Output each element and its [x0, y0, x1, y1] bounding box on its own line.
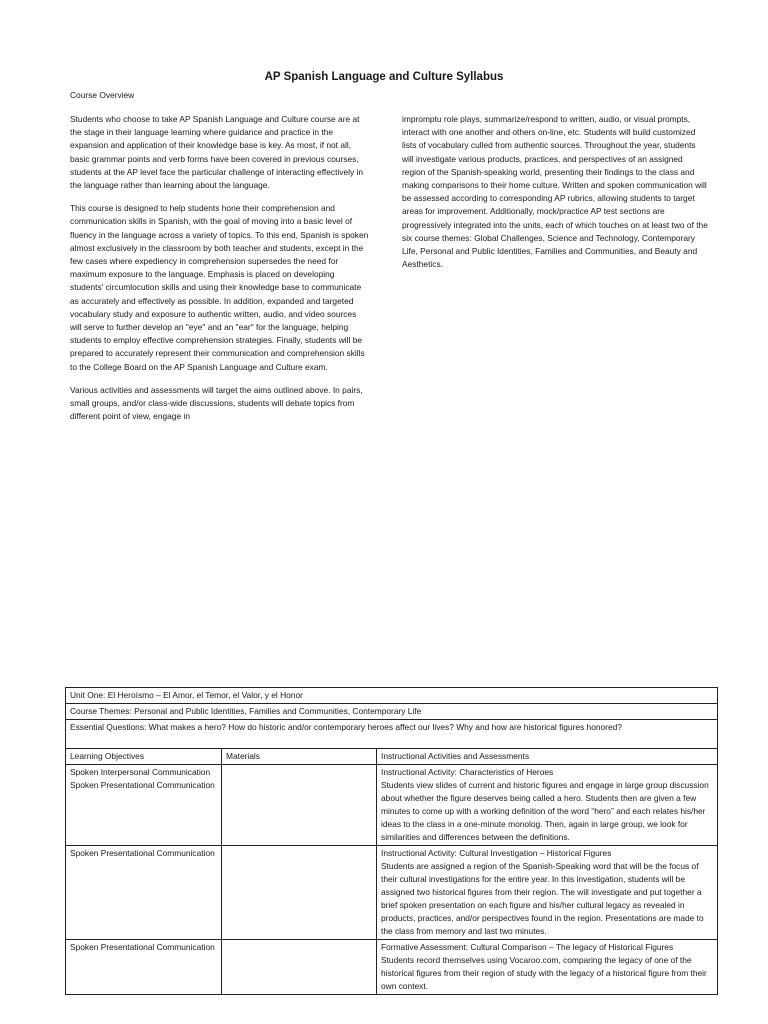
objective-item: Spoken Presentational Communication	[70, 942, 215, 952]
objective-item: Spoken Interpersonal Communication	[70, 767, 211, 777]
activity-cell	[377, 765, 718, 846]
overview-paragraph-1: Students who choose to take AP Spanish Language and Culture course are at the stage in their language learning where guidance and practice in the expansion and application of their knowledge base is key. As most, if not all, basic grammar points and verb forms have been covered in previous courses, students at the AP level face the particular challenge of interacting effectively in the language rather than learning about the language.	[70, 114, 363, 191]
table-row	[66, 846, 718, 940]
objective-item: Spoken Presentational Communication	[70, 780, 215, 790]
table-row	[66, 940, 718, 995]
table-row	[66, 765, 718, 846]
objectives-cell	[66, 846, 222, 940]
essential-questions-cell: Essential Questions: What makes a hero? How do historic and/or contemporary heroes affect our lives? Why and how are historical figures honored?	[66, 720, 718, 749]
header-materials: Materials	[222, 749, 377, 765]
unit-one-table	[65, 687, 718, 995]
activity-description: Students view slides of current and historic figures and engage in large group discussion about whether the figure deserves being called a hero. Students then are given a few minutes to come up with a working definition of the word “hero” and each relates his/her ideas to the class in a one-minute monolog. Then, again in large group, we look for similarities and differences between the definitions.	[381, 780, 709, 842]
document-title: AP Spanish Language and Culture Syllabus	[264, 71, 504, 83]
overview-paragraph-3-continued: impromptu role plays, summarize/respond to written, audio, or visual prompts, interact with one another and others on-line, etc. Students will build customized lists of vocabulary culled from authentic sources. Throughout the year, students will investigate various products, practices, and perspectives of an assigned region of the Spanish-speaking world, presenting their findings to the class and making comparisons to their home culture. Written and spoken communication will be assessed according to corresponding AP rubrics, allowing students to target areas for improvement. Additionally, mock/practice AP test sections are progressively integrated into the units, each of which touches on at least two of the six course themes: Global Challenges, Science and Technology, Contemporary Life, Personal and Public Identities, Families and Communities, and Beauty and Aesthetics.	[402, 114, 708, 270]
objectives-cell	[66, 940, 222, 995]
overview-left-column	[70, 113, 370, 433]
activity-cell	[377, 940, 718, 995]
unit-title-cell: Unit One: El Heroísmo – El Amor, el Temor, el Valor, y el Honor	[66, 688, 718, 704]
header-learning-objectives: Learning Objectives	[66, 749, 222, 765]
objective-item: Spoken Presentational Communication	[70, 848, 215, 858]
materials-cell	[222, 765, 377, 846]
overview-paragraph-2: This course is designed to help students hone their comprehension and communication skills in Spanish, with the goal of moving into a basic level of fluency in the language across a variety of topics. To this end, Spanish is spoken almost exclusively in the classroom by both teacher and students, except in the few cases where expediency in comprehension supersedes the need for maximum exposure to the language. Emphasis is placed on developing students' circumlocution skills and using their knowledge base to communicate as accurately and effectively as possible. In addition, expanded and targeted vocabulary study and exposure to authentic written, audio, and video sources will serve to further develop an "eye" and an "ear" for the language, helping students to employ effective comprehension strategies. Finally, students will be prepared to accurately represent their communication and comprehension skills to the College Board on the AP Spanish Language and Culture exam.	[70, 203, 369, 372]
objectives-cell	[66, 765, 222, 846]
materials-cell	[222, 846, 377, 940]
materials-cell	[222, 940, 377, 995]
activity-title: Instructional Activity: Cultural Investigation – Historical Figures	[381, 848, 612, 858]
header-instructional-activities: Instructional Activities and Assessments	[377, 749, 718, 765]
activity-description: Students record themselves using Vocaroo.com, comparing the legacy of one of the historical figures from their region of study with the legacy of a historical figure from their own context.	[381, 955, 707, 991]
overview-paragraph-3: Various activities and assessments will target the aims outlined above. In pairs, small groups, and/or class-wide discussions, students will debate topics from different point of view, engage in	[70, 384, 363, 422]
activity-cell	[377, 846, 718, 940]
course-themes-cell: Course Themes: Personal and Public Identities, Families and Communities, Contemporary Life	[66, 704, 718, 720]
section-label-course-overview: Course Overview	[70, 90, 135, 100]
activity-description: Students are assigned a region of the Spanish-Speaking word that will be the focus of their cultural investigations for the entire year. In this investigation, students will be assigned two historical figures from their region. The will investigate and put together a brief spoken presentation on each figure and his/her cultural legacy as revealed in products, practices, and/or perspectives found in the region. Presentations are made to the class from memory and last two minutes.	[381, 861, 704, 936]
activity-title: Formative Assessment: Cultural Comparison – The legacy of Historical Figures	[381, 942, 674, 952]
overview-right-column	[402, 113, 708, 281]
activity-title: Instructional Activity: Characteristics of Heroes	[381, 767, 554, 777]
